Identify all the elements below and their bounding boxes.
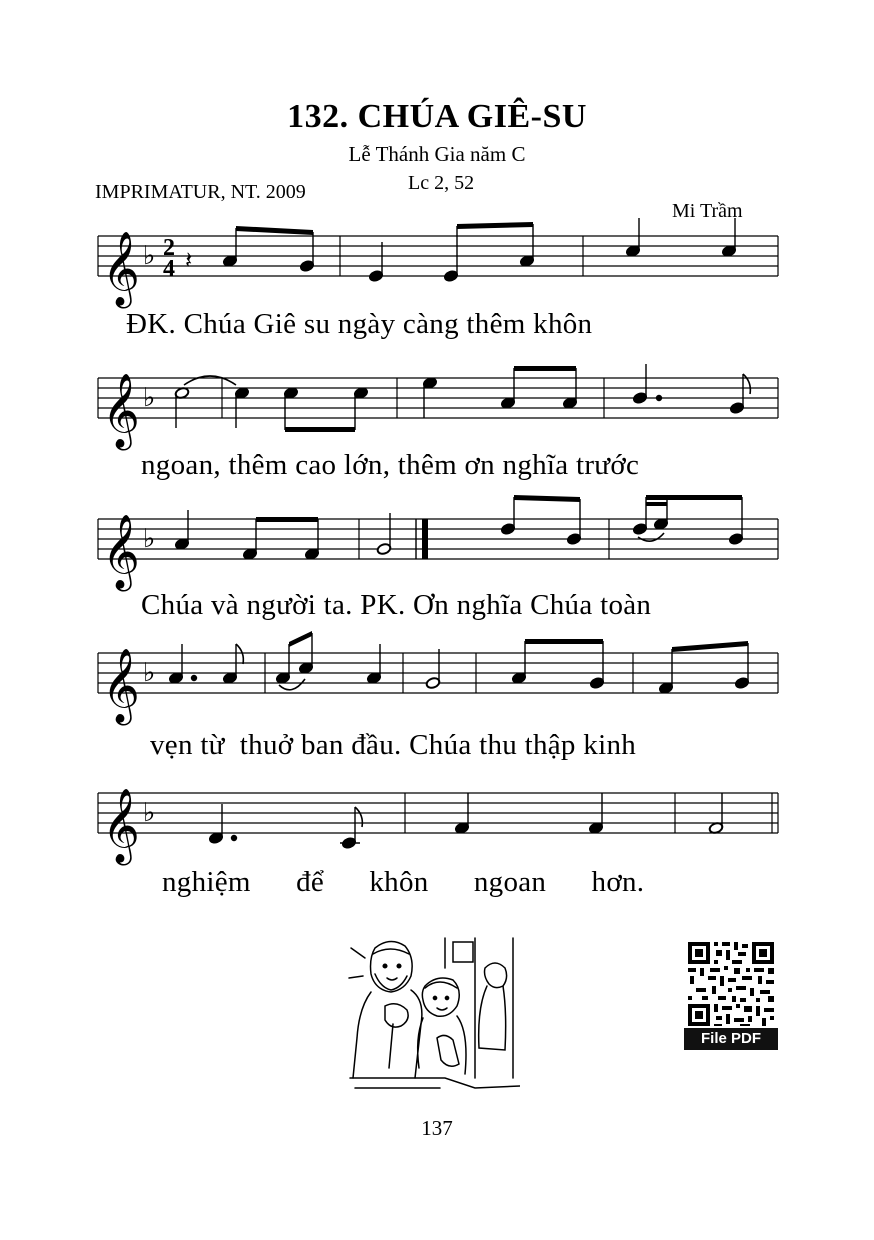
song-subtitle: Lễ Thánh Gia năm C (348, 142, 526, 166)
song-title: 132. CHÚA GIÊ-SU (287, 98, 587, 135)
scripture-reference: Lc 2, 52 (408, 172, 475, 194)
flat-icon: ♭ (143, 798, 156, 828)
staff-system-2 (0, 352, 874, 452)
treble-clef-icon: 𝄞 (102, 374, 140, 448)
staff-system-4 (0, 627, 874, 727)
composer-name: Mi Trầm (672, 200, 743, 222)
flat-icon: ♭ (143, 524, 156, 554)
notes-system-3 (174, 495, 743, 560)
treble-clef-icon: 𝄞 (102, 649, 140, 723)
quarter-rest-icon: 𝄽 (185, 246, 193, 274)
staff-system-5 (0, 767, 874, 867)
lyric-line-2: ngoan, thêm cao lớn, thêm ơn nghĩa trước (141, 449, 640, 481)
imprimatur-note: IMPRIMATUR, NT. 2009 (95, 181, 306, 203)
lyric-line-5: nghiệm để khôn ngoan hơn. (162, 866, 645, 898)
flat-icon: ♭ (143, 383, 156, 413)
qr-code-icon[interactable] (684, 938, 778, 1030)
flat-icon: ♭ (143, 658, 156, 688)
double-barline-thick (422, 519, 428, 559)
lyric-line-1: ĐK. Chúa Giê su ngày càng thêm khôn (126, 308, 593, 340)
page-number: 137 (421, 1116, 453, 1140)
lyric-line-4: vẹn từ thuở ban đầu. Chúa thu thập kinh (150, 729, 637, 761)
treble-clef-icon: 𝄞 (102, 232, 140, 306)
time-signature-bottom: 4 (163, 256, 175, 282)
notes-system-1 (222, 218, 736, 282)
treble-clef-icon: 𝄞 (102, 515, 140, 589)
flat-icon: ♭ (143, 241, 156, 271)
staff-system-1 (0, 210, 874, 310)
holy-family-illustration (345, 928, 520, 1098)
lyric-line-3: Chúa và người ta. PK. Ơn nghĩa Chúa toàn (141, 589, 652, 621)
treble-clef-icon: 𝄞 (102, 789, 140, 863)
time-signature-top: 2 (163, 235, 175, 261)
notes-system-5 (208, 793, 723, 849)
qr-file-pdf-label[interactable]: File PDF (684, 1028, 778, 1050)
staff-system-3 (0, 493, 874, 593)
